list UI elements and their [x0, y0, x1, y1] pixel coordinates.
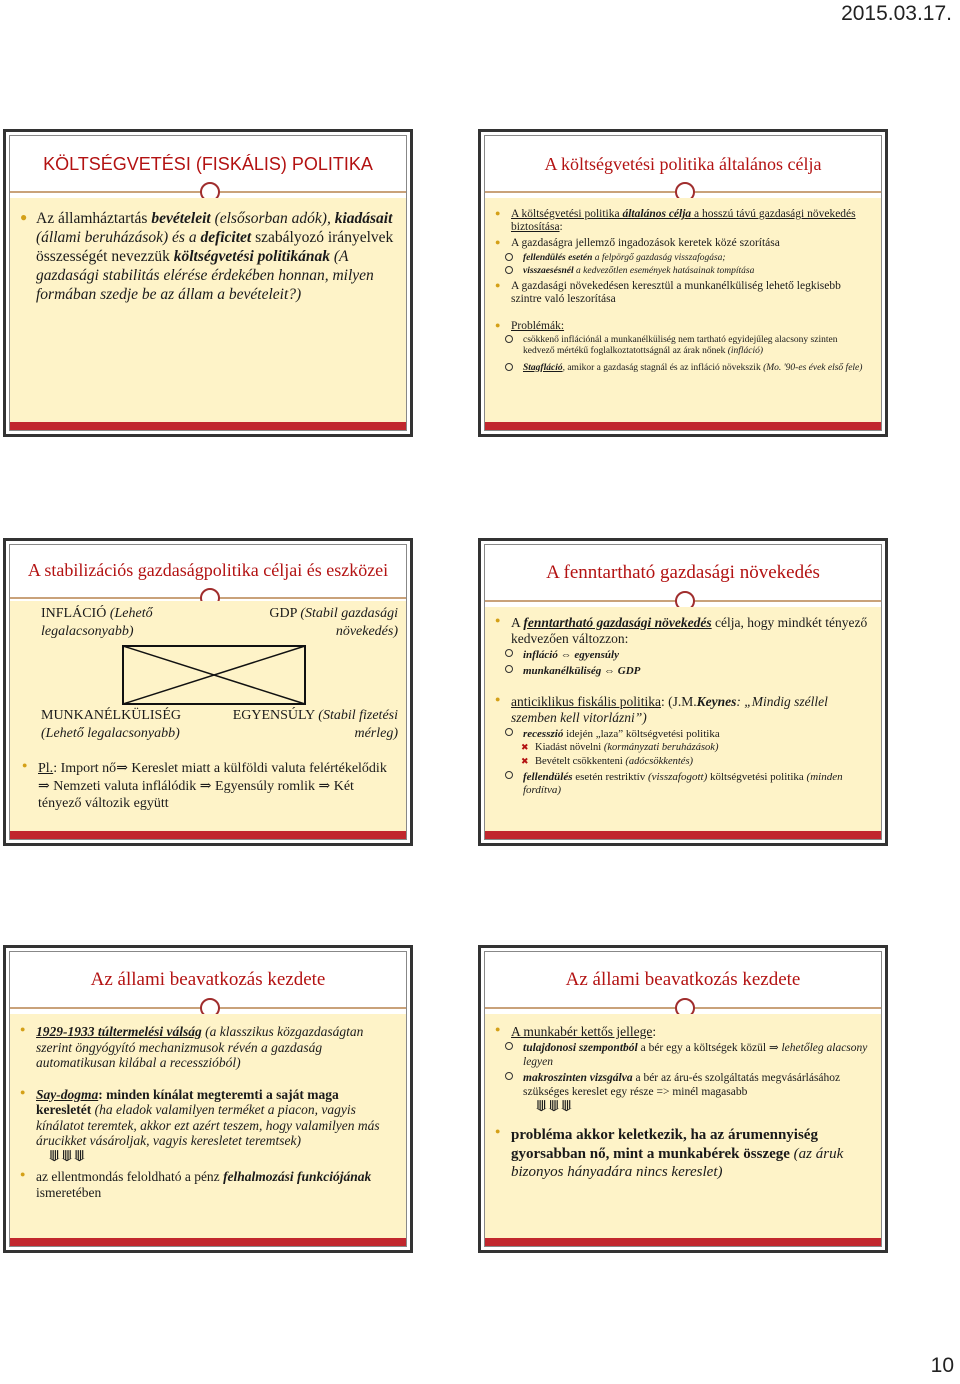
bullet-unemployment: ● A gazdasági növekedésen keresztül a munkanélküliség lehető legkisebb szintre való leszorítása — [495, 279, 841, 305]
slide-state-intervention-2 — [478, 945, 888, 1253]
item-spending: ✖ Kiadást növelni (kormányzati beruházások) — [521, 742, 719, 754]
slide-title: Az állami beavatkozás kezdete — [565, 969, 801, 991]
label-inflation: INFLÁCIÓ (Lehető legalacsonyabb) — [41, 606, 153, 639]
sub-recession-policy: recesszió idején „laza” költségvetési politika — [495, 728, 871, 741]
bullet-great-depression: ● 1929-1933 túltermelési válság (a klasszikus közgazdaságtan szerint öngyógyító mechanizmusok révén a gazdaság automatikusan kilábal a recesszióból) — [20, 1024, 364, 1071]
double-arrow-icon: ⇔ — [560, 649, 572, 662]
bullet-general-goal: ● A költségvetési politika általános célja a hosszú távú gazdasági növekedés biztosítása: — [495, 208, 856, 234]
paragraph-example: ● Pl.: Import nő⇒ Kereslet miatt a külföldi valuta felértékelődik ⇒ Nemzeti valuta inflálódik ⇒ Egyensúly romlik ⇒ Két tényező változik együtt — [22, 760, 387, 811]
arrow-icon: ⇒ — [116, 761, 128, 776]
slide-title: A költségvetési politika általános célja — [544, 153, 822, 174]
sub-unemployment-gdp: munkanélküliség ⇔ GDP — [495, 665, 871, 678]
page-number: 10 — [930, 1354, 954, 1377]
slide-title: A fenntartható gazdasági növekedés — [546, 562, 820, 584]
slide-state-intervention-1 — [3, 945, 413, 1253]
sub-macro-view: makroszinten vizsgálva a bér az áru-és szolgáltatás megvásárlásához szükséges kereslet egy része => minél magasabb — [495, 1072, 871, 1100]
item-revenue: ✖ Bevételt csökkenteni (adócsökkentés) — [521, 755, 694, 767]
label-gdp: GDP (Stabil gazdasági növekedés) — [269, 606, 398, 639]
sub-boom-policy: fellendülés esetén restriktív (visszafogott) költségvetési politika (minden fordítva) — [495, 771, 871, 797]
bullet-problems: ● Problémák: — [495, 319, 565, 332]
bullet-problem: ● probléma akkor keletkezik, ha az árumennyiség gyorsabban nő, mint a munkabérek összege (az áruk bizonyos hányadára nincs kereslet) — [495, 1125, 844, 1181]
page-date: 2015.03.17. — [841, 2, 952, 25]
arrow-icon: ⇒ — [38, 778, 50, 794]
bullet-say-dogma: ● Say-dogma: minden kínálat megteremti a saját maga keresletét (ha eladok valamilyen terméket a piacon, vagyis kínálatot teremtek, akkor ezt azért teszem, hogy valamilyen más árucikket vásároljak, vagyis keresletet teremtsek) — [20, 1086, 380, 1149]
slide-title: KÖLTSÉGVETÉSI (FISKÁLIS) POLITIKA — [43, 153, 373, 174]
sub-stagflation: Stagfláció, amikor a gazdaság stagnál és az infláció növekszik (Mo. '90-es évek első fele) — [495, 363, 871, 374]
arrow-icon: ⇒ — [768, 1042, 779, 1055]
square-diagram — [122, 645, 306, 705]
bullet-anticyclical: ● anticiklikus fiskális politika: (J.M.Keynes: „Mindig széllel szemben kell vitorlázni”) — [495, 693, 828, 725]
bullet-wage-duality: ● A munkabér kettős jellege: — [495, 1024, 657, 1039]
double-arrow-icon: ⇔ — [604, 664, 615, 677]
sub-inflation-balance: infláció ⇔ egyensúly — [495, 649, 871, 662]
sub-inflation-tradeoff: csökkenő inflációnál a munkanélküliség nem tartható egyidejűleg alacsony szinten kedvező mértékű foglalkoztatottságnál az árak nőnek (infláció) — [495, 335, 871, 357]
bullet-icon: ● — [20, 210, 28, 224]
slide-fiscal-policy — [3, 129, 413, 437]
bullet-resolution: ● az ellentmondás feloldható a pénz felhalmozási funkciójának ismeretében — [20, 1169, 372, 1200]
label-unemployment: MUNKANÉLKÜLISÉG (Lehető legalacsonyabb) — [41, 708, 181, 741]
slide-general-goal — [478, 129, 888, 437]
sub-boom: fellendülés esetén a felpörgő gazdaság visszafogása; — [495, 253, 871, 264]
bullet-fluctuations: ● A gazdaságra jellemző ingadozások keretek közé szorítása — [495, 237, 780, 250]
slide-title: Az állami beavatkozás kezdete — [90, 969, 326, 991]
bullet-sustainable-goal: ● A fenntartható gazdasági növekedés célja, hogy mindkét tényező kedvezően változzon: — [495, 615, 868, 647]
paragraph-definition: ● Az államháztartás bevételeit (elsősorban adók), kiadásait (állami beruházások) és a deficitet szabályozó irányelvek összességét nevezzük költségvetési politikának (A gazdasági stabilitás elérése érdekében honnan, milyen formában szedje be az állam a bevételeit?) — [20, 210, 394, 303]
slide-sustainable-growth — [478, 538, 888, 846]
label-balance: EGYENSÚLY (Stabil fizetési mérleg) — [232, 708, 398, 741]
sub-recession: visszaesésnél a kedvezőtlen események hatásainak tompítása — [495, 266, 871, 277]
slide-stabilization — [3, 538, 413, 846]
sub-owner-view: tulajdonosi szempontból a bér egy a költségek közül ⇒ lehetőleg alacsony legyen — [495, 1042, 871, 1070]
arrow-icon: ⇒ — [196, 778, 212, 794]
arrow-icon: ⇒ — [314, 778, 331, 794]
down-arrows-icon: ⟱⟱⟱ — [48, 1148, 86, 1165]
down-arrows-icon: ⟱⟱⟱ — [535, 1099, 573, 1116]
slide-title: A stabilizációs gazdaságpolitika céljai és eszközei — [27, 559, 389, 580]
